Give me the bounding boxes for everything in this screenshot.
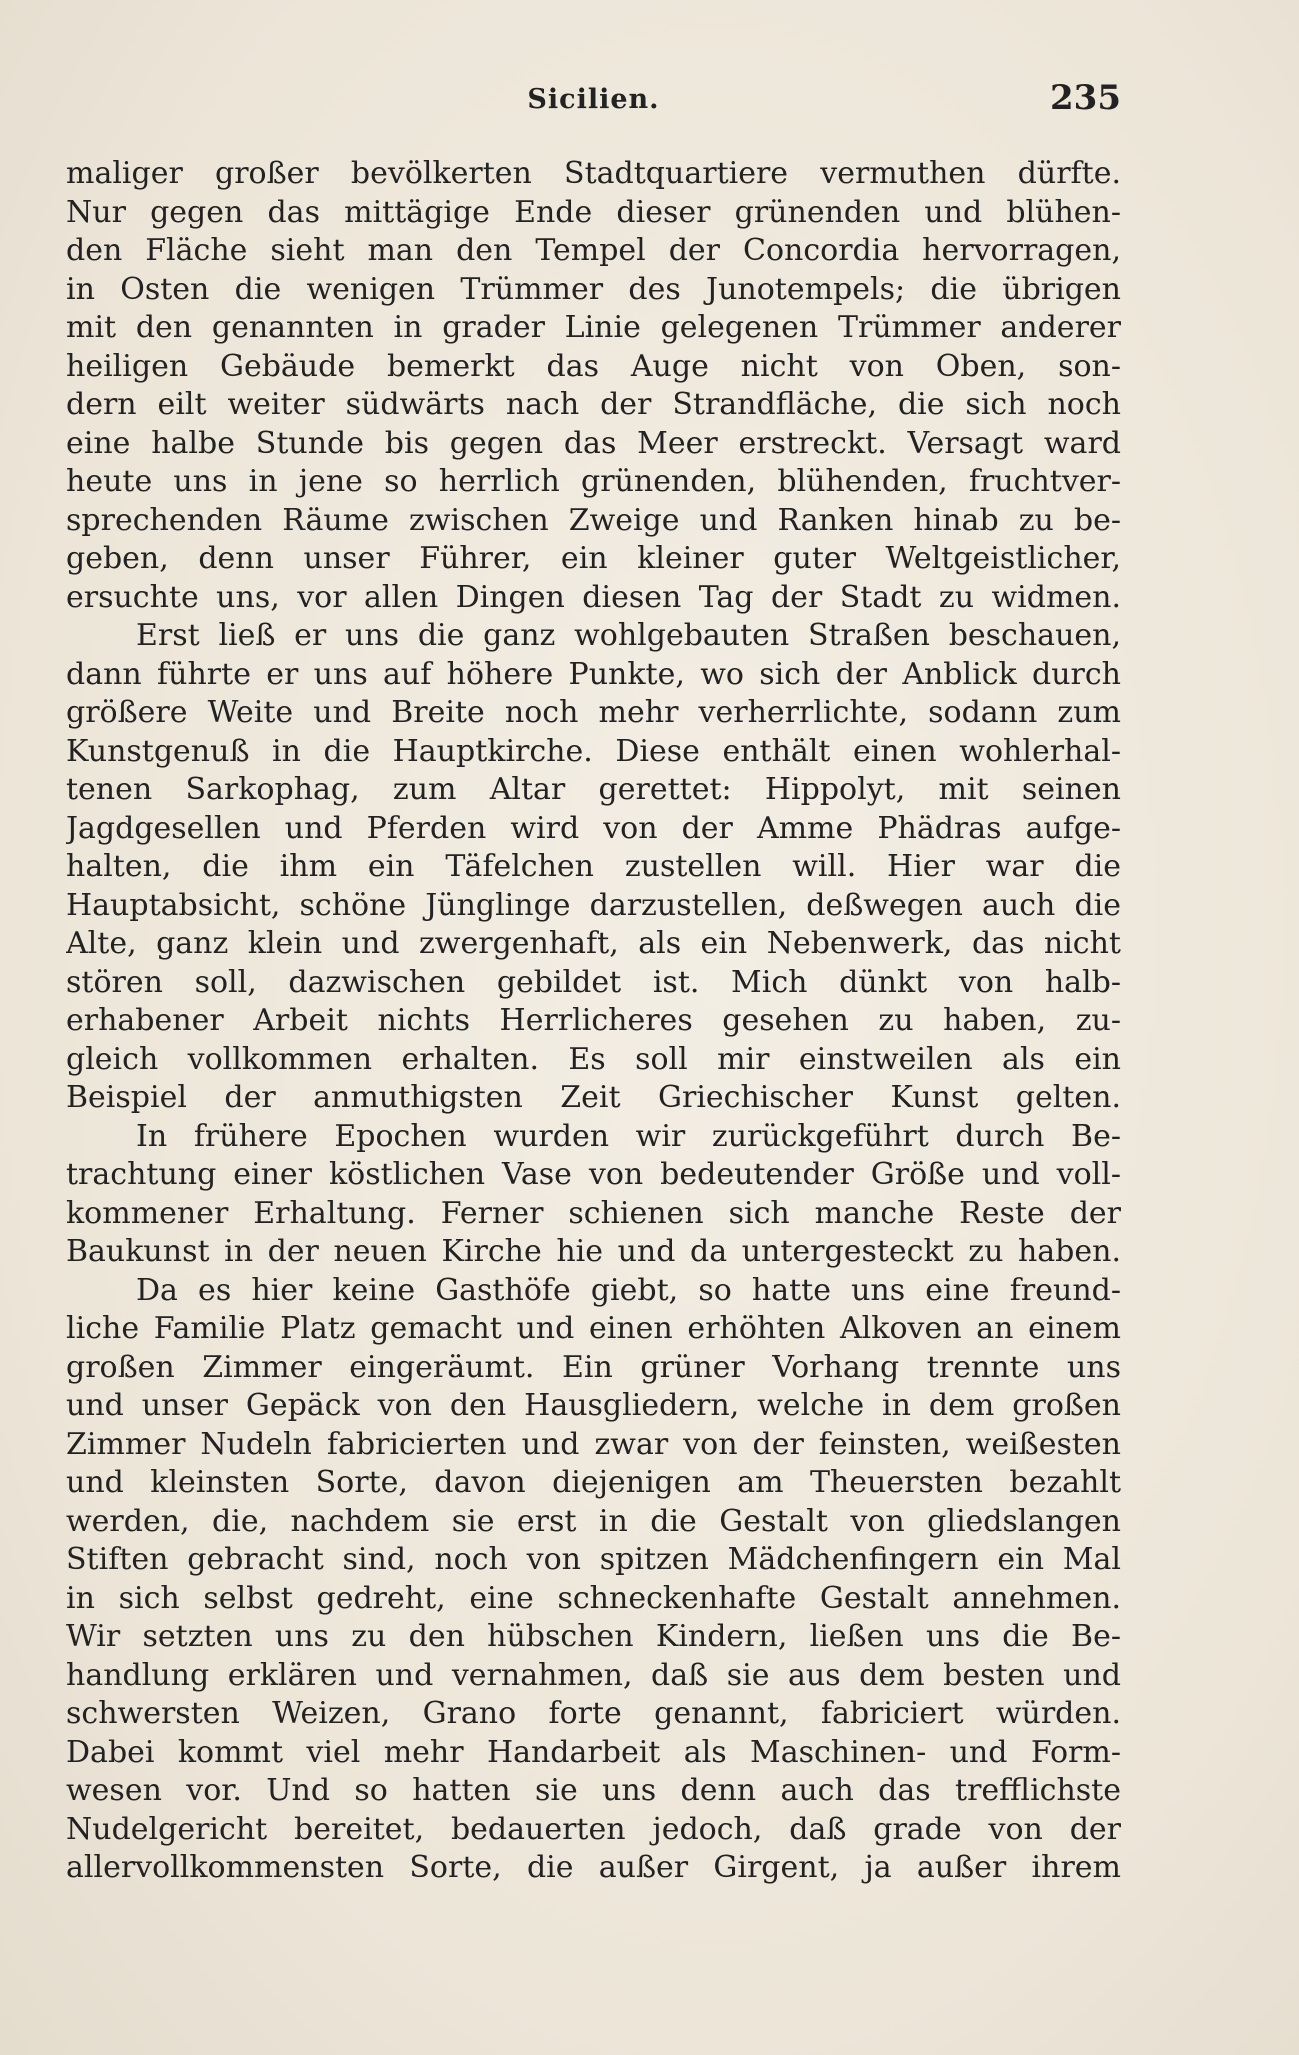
text-line: liche Familie Platz gemacht und einen erhöhten Alkoven an einem bbox=[66, 1311, 1121, 1346]
text-line: größere Weite und Breite noch mehr verherrlichte, sodann zum bbox=[66, 695, 1121, 730]
text-line: dann führte er uns auf höhere Punkte, wo sich der Anblick durch bbox=[66, 656, 1121, 692]
text-line: Jagdgesellen und Pferden wird von der Amme Phädras aufge- bbox=[66, 810, 1121, 846]
text-line: sprechenden Räume zwischen Zweige und Ranken hinab zu be- bbox=[66, 502, 1121, 538]
text-line: Da es hier keine Gasthöfe giebt, so hatte uns eine freund- bbox=[136, 1272, 1121, 1308]
page-header bbox=[66, 78, 1121, 128]
running-head: Sicilien. bbox=[527, 84, 660, 115]
text-line: den Fläche sieht man den Tempel der Concordia hervorragen, bbox=[66, 233, 1121, 268]
text-line: kommener Erhaltung. Ferner schienen sich manche Reste der bbox=[66, 1195, 1121, 1231]
text-line: Wir setzten uns zu den hübschen Kindern, ließen uns die Be- bbox=[66, 1619, 1121, 1654]
page-number: 235 bbox=[1050, 78, 1121, 118]
text-line: Nur gegen das mittägige Ende dieser grünenden und blühen- bbox=[66, 194, 1121, 230]
text-line: halten, die ihm ein Täfelchen zustellen will. Hier war die bbox=[66, 849, 1121, 884]
text-line: Kunstgenuß in die Hauptkirche. Diese enthält einen wohlerhal- bbox=[66, 733, 1121, 769]
text-line: dern eilt weiter südwärts nach der Strandfläche, die sich noch bbox=[66, 387, 1121, 422]
text-line: schwersten Weizen, Grano forte genannt, fabriciert würden. bbox=[66, 1696, 1121, 1731]
text-line: Stiften gebracht sind, noch von spitzen Mädchenfingern ein Mal bbox=[66, 1542, 1121, 1577]
text-line: mit den genannten in grader Linie gelegenen Trümmer anderer bbox=[66, 310, 1121, 345]
text-line: Nudelgericht bereitet, bedauerten jedoch, daß grade von der bbox=[66, 1811, 1121, 1847]
text-line: erhabener Arbeit nichts Herrlicheres gesehen zu haben, zu- bbox=[66, 1003, 1121, 1038]
text-line: In frühere Epochen wurden wir zurückgeführt durch Be- bbox=[136, 1118, 1121, 1154]
text-line: Erst ließ er uns die ganz wohlgebauten Straßen beschauen, bbox=[136, 618, 1121, 653]
text-line: großen Zimmer eingeräumt. Ein grüner Vorhang trennte uns bbox=[66, 1349, 1121, 1385]
text-line: Alte, ganz klein und zwergenhaft, als ein Nebenwerk, das nicht bbox=[66, 926, 1121, 961]
text-line: heute uns in jene so herrlich grünenden, blühenden, fruchtver- bbox=[66, 464, 1121, 499]
text-line: trachtung einer köstlichen Vase von bedeutender Größe und voll- bbox=[66, 1157, 1121, 1192]
text-line: werden, die, nachdem sie erst in die Gestalt von gliedslangen bbox=[66, 1503, 1121, 1539]
text-line: in Osten die wenigen Trümmer des Junotempels; die übrigen bbox=[66, 271, 1121, 307]
text-line: gleich vollkommen erhalten. Es soll mir einstweilen als ein bbox=[66, 1041, 1121, 1077]
text-line: allervollkommensten Sorte, die außer Girgent, ja außer ihrem bbox=[66, 1850, 1121, 1885]
text-line: und unser Gepäck von den Hausgliedern, welche in dem großen bbox=[66, 1388, 1121, 1423]
text-line: Dabei kommt viel mehr Handarbeit als Maschinen- und Form- bbox=[66, 1734, 1121, 1770]
text-line: tenen Sarkophag, zum Altar gerettet: Hippolyt, mit seinen bbox=[66, 772, 1121, 807]
text-line: maliger großer bevölkerten Stadtquartiere vermuthen dürfte. bbox=[66, 156, 1121, 191]
text-line: ersuchte uns, vor allen Dingen diesen Tag der Stadt zu widmen. bbox=[66, 579, 1121, 615]
text-line: wesen vor. Und so hatten sie uns denn auch das trefflichste bbox=[66, 1773, 1121, 1808]
text-line: in sich selbst gedreht, eine schneckenhafte Gestalt annehmen. bbox=[66, 1580, 1121, 1616]
text-line: und kleinsten Sorte, davon diejenigen am Theuersten bezahlt bbox=[66, 1465, 1121, 1500]
text-line: eine halbe Stunde bis gegen das Meer erstreckt. Versagt ward bbox=[66, 425, 1121, 461]
text-line: Zimmer Nudeln fabricierten und zwar von der feinsten, weißesten bbox=[66, 1426, 1121, 1462]
text-line: Baukunst in der neuen Kirche hie und da untergesteckt zu haben. bbox=[66, 1234, 1121, 1269]
text-line: geben, denn unser Führer, ein kleiner guter Weltgeistlicher, bbox=[66, 541, 1121, 576]
text-line: heiligen Gebäude bemerkt das Auge nicht von Oben, son- bbox=[66, 348, 1121, 384]
text-line: Beispiel der anmuthigsten Zeit Griechischer Kunst gelten. bbox=[66, 1080, 1121, 1115]
text-line: stören soll, dazwischen gebildet ist. Mich dünkt von halb- bbox=[66, 964, 1121, 1000]
text-line: handlung erklären und vernahmen, daß sie aus dem besten und bbox=[66, 1657, 1121, 1693]
body-text bbox=[66, 155, 1121, 1888]
text-line: Hauptabsicht, schöne Jünglinge darzustellen, deßwegen auch die bbox=[66, 887, 1121, 923]
